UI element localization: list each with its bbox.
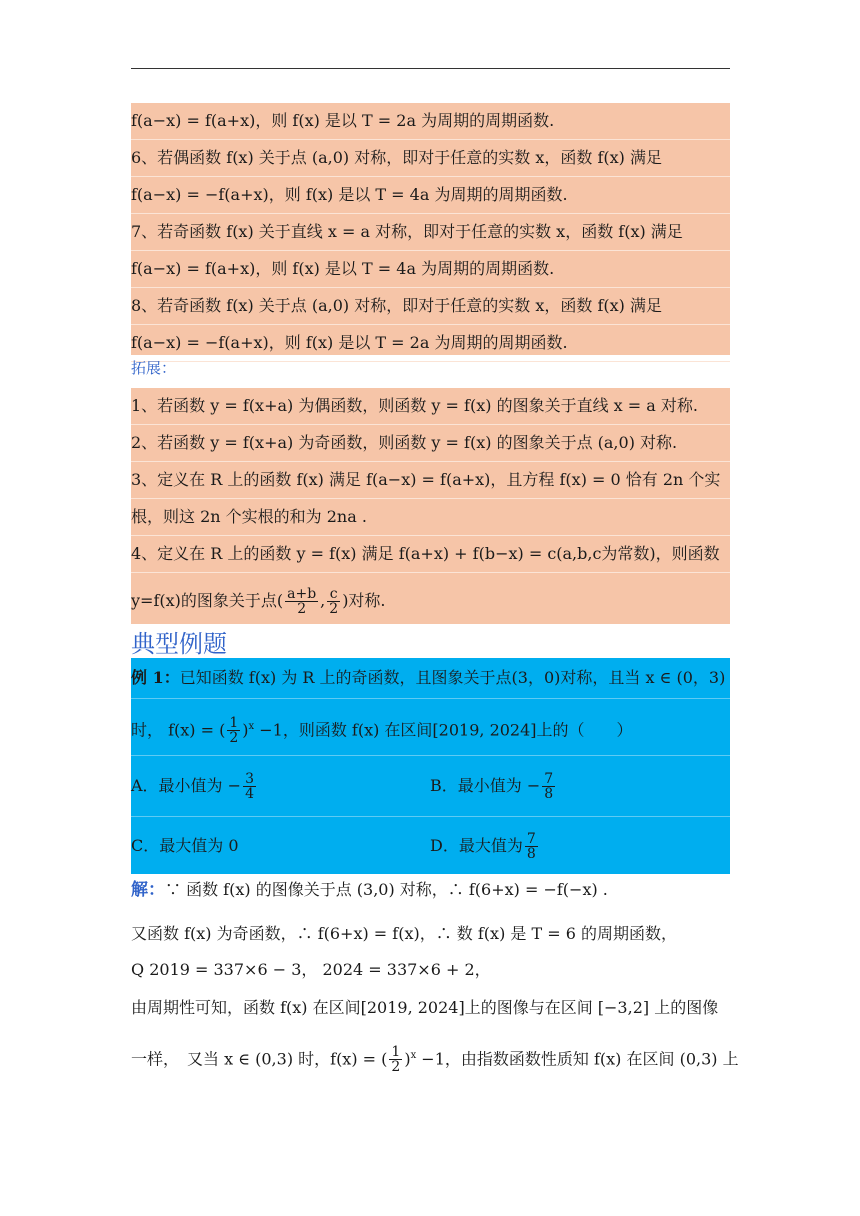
extension-item-4-pre: y=f(x)的图象关于点( [131,591,284,610]
option-d: D．最大值为 $\frac{7}{8}$ [430,831,536,862]
solution-label: 解： [131,880,165,900]
example-options-row-2 [131,817,730,875]
property-item-6-body: f(a−x) = −f(a+x)，则 f(x) 是以 T = 4a 为周期的周期函数. [131,177,730,214]
extension-item-3-head: 3、定义在 R 上的函数 f(x) 满足 f(a−x) = f(a+x)，且方程 f(x) = 0 恰有 2n 个实 [131,462,730,499]
extension-item-1: 1、若函数 y = f(x+a) 为偶函数，则函数 y = f(x) 的图象关于直线 x = a 对称. [131,388,730,425]
property-item-8-head: 8、若奇函数 f(x) 关于点 (a,0) 对称，即对于任意的实数 x，函数 f(x) 满足 [131,288,730,325]
property-item-6-head: 6、若偶函数 f(x) 关于点 (a,0) 对称，即对于任意的实数 x，函数 f(x) 满足 [131,140,730,177]
header-rule [131,68,730,69]
solution-line-5: 一样， 又当 x ∈ (0,3) 时，f(x) = ( $\frac{1}{2}$ )$^x$ −1，由指数函数性质知 f(x) 在区间 (0,3) 上 [131,1044,739,1076]
fraction-one-half: $\frac{1}{2}$ [391,1044,401,1076]
property-item-7-head: 7、若奇函数 f(x) 关于直线 x = a 对称，即对于任意的实数 x，函数 f(x) 满足 [131,214,730,251]
extension-item-4-post: )对称. [342,591,386,610]
option-c: C．最大值为 0 [131,836,239,855]
option-a: A．最小值为 − $\frac{3}{4}$ [131,771,254,802]
example-stem-1: 例 1：已知函数 f(x) 为 R 上的奇函数，且图象关于点(3，0)对称，且当 x ∈ (0，3) [131,658,730,699]
extension-item-2: 2、若函数 y = f(x+a) 为奇函数，则函数 y = f(x) 的图象关于点 (a,0) 对称. [131,425,730,462]
fraction-c-over-2: $\frac{c}{2}$ [329,586,339,617]
property-line: f(a−x) = f(a+x)，则 f(x) 是以 T = 2a 为周期的周期函数. [131,103,730,140]
example-stem-2: 时， f(x) = ( $\frac{1}{2}$ )$^x$ −1，则函数 f(x) 在区间[2019, 2024]上的（ ） [131,699,730,756]
property-block [131,103,730,355]
extension-item-3-body: 根，则这 2n 个实根的和为 2na . [131,499,730,536]
section-heading: 典型例题 [131,630,227,658]
property-item-7-body: f(a−x) = f(a+x)，则 f(x) 是以 T = 4a 为周期的周期函数. [131,251,730,288]
fraction-one-half: $\frac{1}{2}$ [229,715,239,747]
property-item-8-body: f(a−x) = −f(a+x)，则 f(x) 是以 T = 2a 为周期的周期函数. [131,325,730,362]
example-label: 例 1： [131,668,180,687]
solution-line-1: 解：∵ 函数 f(x) 的图像关于点 (3,0) 对称，∴ f(6+x) = −f(−x) . [131,880,608,900]
extension-label: 拓展： [131,359,177,377]
extension-item-4-body: y=f(x)的图象关于点( $\frac{a+b}{2}$ , $\frac{c}{2}$ )对称. [131,586,386,617]
option-b: B．最小值为 − $\frac{7}{8}$ [430,771,554,802]
fraction-a-plus-b-over-2: $\frac{a+b}{2}$ [287,586,317,617]
solution-line-2: 又函数 f(x) 为奇函数，∴ f(6+x) = f(x)，∴ 数 f(x) 是 T = 6 的周期函数， [131,924,678,943]
example-options-row-1 [131,756,730,817]
solution-line-3: Q 2019 = 337×6 − 3， 2024 = 337×6 + 2， [131,960,491,979]
example-block [131,658,730,874]
solution-line-4: 由周期性可知，函数 f(x) 在区间[2019, 2024]上的图像与在区间 [−3,2] 上的图像 [131,998,719,1017]
extension-item-4-head: 4、定义在 R 上的函数 y = f(x) 满足 f(a+x) + f(b−x) = c(a,b,c为常数)，则函数 [131,536,730,573]
extension-block [131,388,730,624]
